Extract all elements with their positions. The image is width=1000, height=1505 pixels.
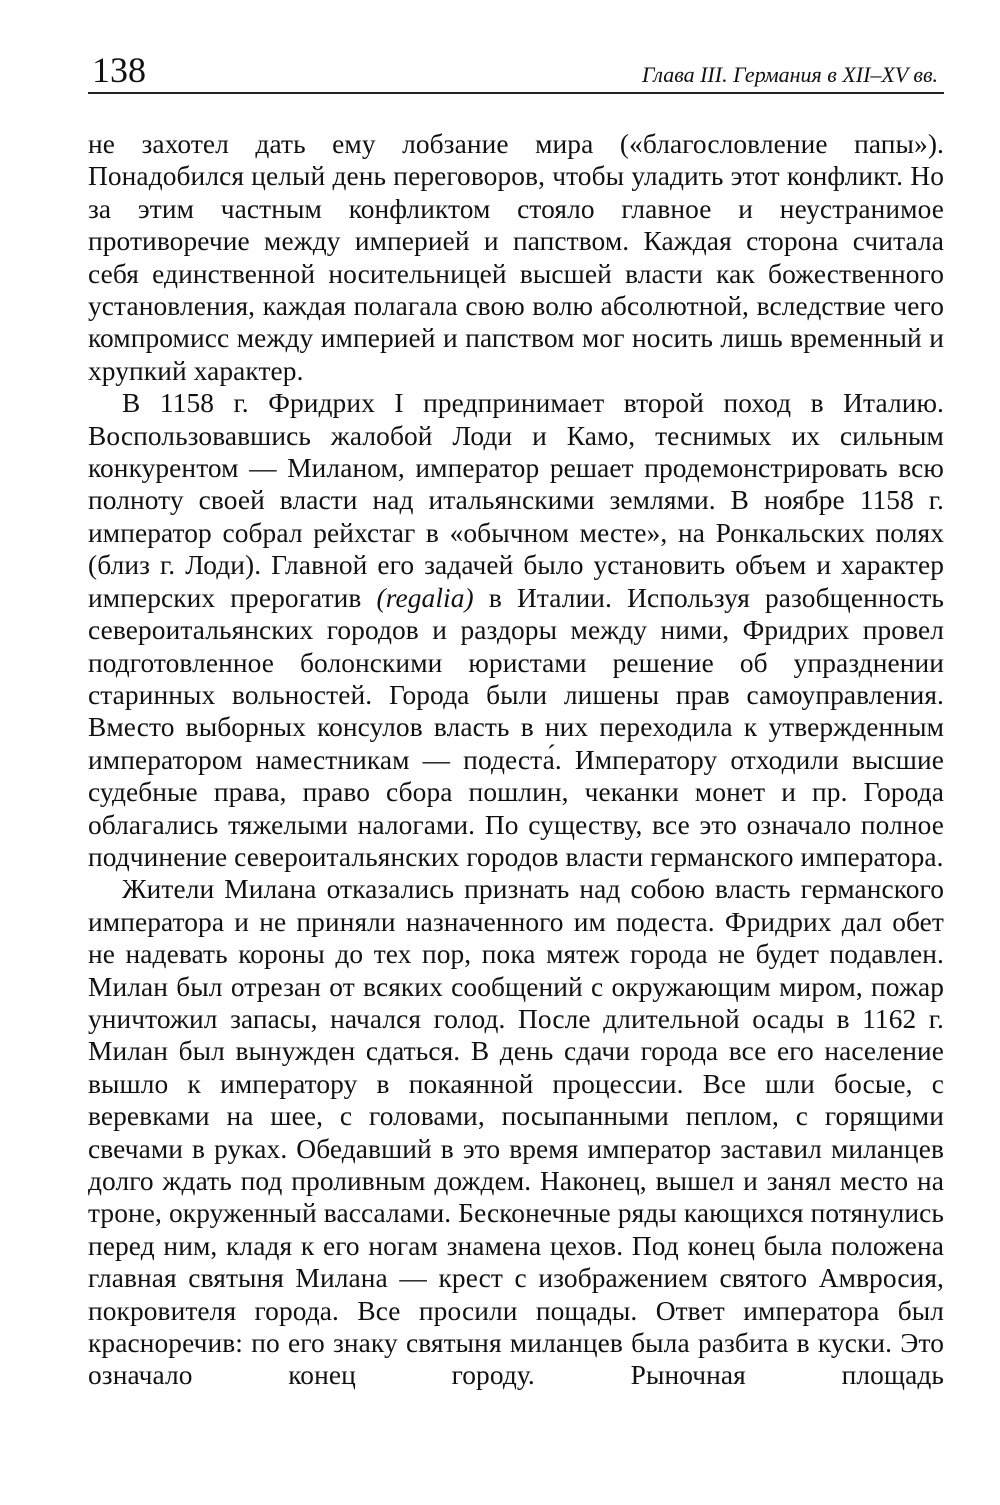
page-number: 138 xyxy=(92,50,146,90)
book-page xyxy=(88,50,944,1392)
running-head: Глава III. Германия в XII–XV вв. xyxy=(641,62,938,87)
paragraph-2-italic-term: (regalia) xyxy=(376,582,474,613)
paragraph-2-text-after: в Италии. Используя разобщенность североитальянских городов и раздоры между ними, Фридрих провел подготовленное болонскими юристами решение об упразднении старинных вольностей. Города были лишены прав самоуправления. Вместо выборных консулов власть в них переходила к утвержденным императором наместникам — подеста́. Императору отходили высшие судебные права, право сбора пошлин, чеканки монет и пр. Города облагались тяжелыми налогами. По существу, все это означало полное подчинение североитальянских городов власти германского императора. xyxy=(88,582,944,872)
body-text xyxy=(88,128,944,1392)
paragraph-2 xyxy=(88,387,944,873)
paragraph-1: не захотел дать ему лобзание мира («благословление папы»). Понадобился целый день переговоров, чтобы уладить этот конфликт. Но за этим частным конфликтом стояло главное и неустранимое противоречие между империей и папством. Каждая сторона считала себя единственной носительницей высшей власти как божественного установления, каждая полагала свою волю абсолютной, вследствие чего компромисс между империей и папством мог носить лишь временный и хрупкий характер. xyxy=(88,129,944,386)
paragraph-2-text-before: В 1158 г. Фридрих I предпринимает второй поход в Италию. Воспользовавшись жалобой Лоди и Камо, теснимых их сильным конкурентом — Миланом, император решает продемонстрировать всю полноту своей власти над итальянскими землями. В ноябре 1158 г. император собрал рейхстаг в «обычном месте», на Ронкальских полях (близ г. Лоди). Главной его задачей было установить объем и характер имперских прерогатив xyxy=(88,388,944,613)
paragraph-3: Жители Милана отказались признать над собою власть германского императора и не приняли назначенного им подеста. Фридрих дал обет не надевать короны до тех пор, пока мятеж города не будет подавлен. Милан был отрезан от всяких сообщений с окружающим миром, пожар уничтожил запасы, начался голод. После длительной осады в 1162 г. Милан был вынужден сдаться. В день сдачи города все его население вышло к императору в покаянной процессии. Все шли босые, с веревками на шее, с головами, посыпанными пеплом, с горящими свечами в руках. Обедавший в это время император заставил миланцев долго ждать под проливным дождем. Наконец, вышел и занял место на троне, окруженный вассалами. Бесконечные ряды кающихся потянулись перед ним, кладя к его ногам знамена цехов. Под конец была положена главная святыня Милана — крест с изображением святого Амвросия, покровителя города. Все просили пощады. Ответ императора был красноречив: по его знаку святыня миланцев была разбита в куски. Это означало конец городу. Рыночная площадь xyxy=(88,874,944,1391)
page-header xyxy=(88,50,944,94)
